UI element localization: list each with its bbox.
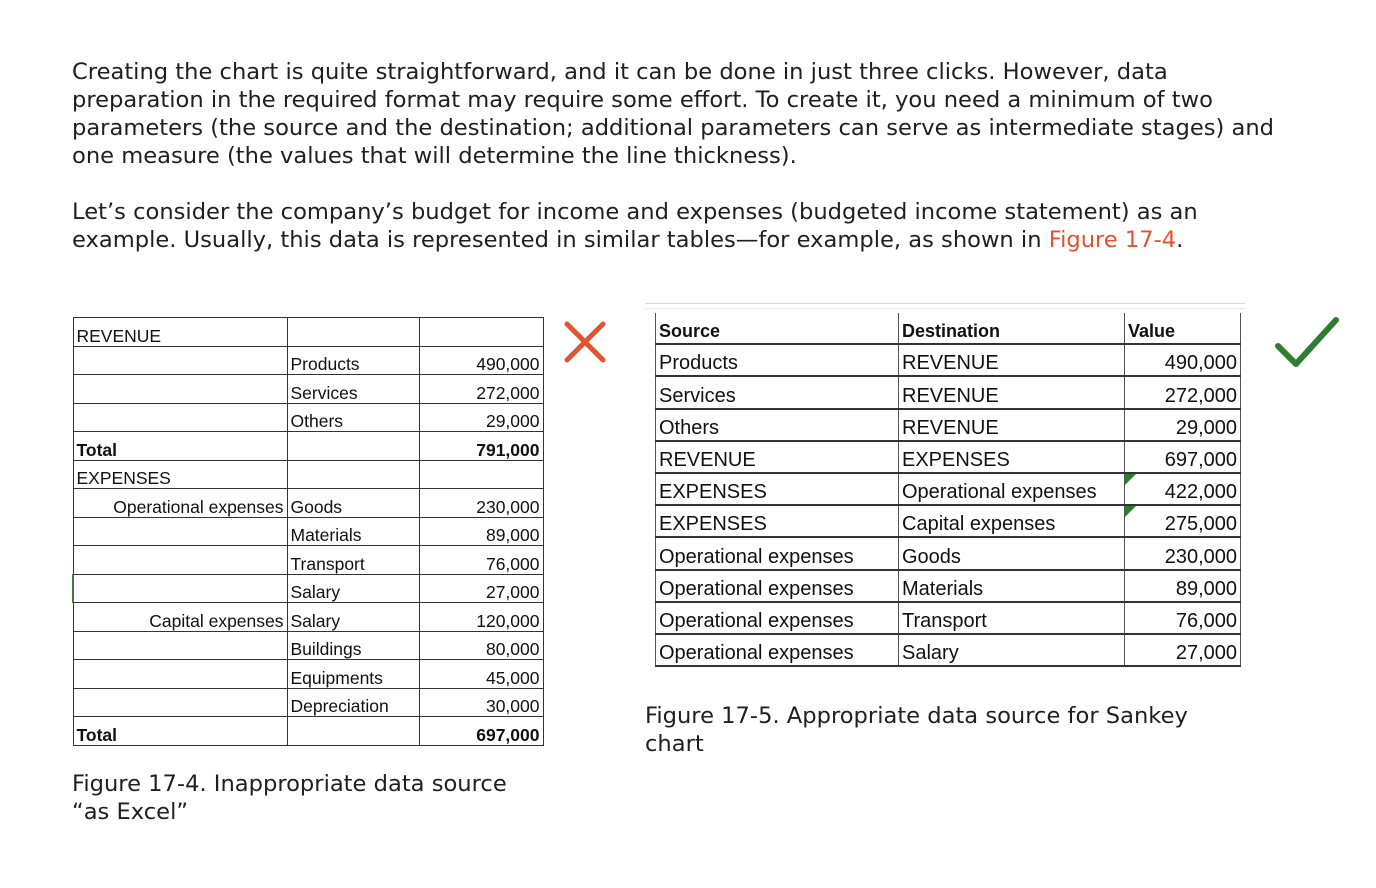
- table-cell: Materials: [899, 570, 1125, 602]
- table-row: [656, 344, 1241, 376]
- table-cell: Others: [656, 409, 899, 441]
- table-cell: 490,000: [419, 346, 543, 375]
- table-cell: 272,000: [419, 375, 543, 404]
- table-cell: 230,000: [1125, 537, 1241, 569]
- column-header: Destination: [899, 313, 1125, 344]
- table-cell: 89,000: [419, 517, 543, 546]
- table-cell: Operational expenses: [656, 634, 899, 666]
- table-cell: Transport: [899, 602, 1125, 634]
- table-cell: Operational expenses: [656, 602, 899, 634]
- table-cell: 791,000: [419, 432, 543, 461]
- table-cell: 45,000: [419, 660, 543, 689]
- table-cell: 89,000: [1125, 570, 1241, 602]
- table-cell: [287, 460, 419, 489]
- table-cell: Products: [287, 346, 419, 375]
- paragraph-example-end: .: [1176, 227, 1184, 253]
- table-cell: Salary: [899, 634, 1125, 666]
- table-cell: Others: [287, 403, 419, 432]
- table-cell: 27,000: [419, 574, 543, 603]
- table-cell: Salary: [287, 574, 419, 603]
- table-row: [656, 505, 1241, 537]
- table-row: [656, 634, 1241, 666]
- table-row: [656, 602, 1241, 634]
- table-cell: Services: [287, 375, 419, 404]
- table-row: [73, 517, 543, 546]
- table-cell: [287, 432, 419, 461]
- table-cell: Operational expenses: [656, 537, 899, 569]
- table-cell: [73, 660, 287, 689]
- table-cell: REVENUE: [899, 376, 1125, 408]
- paragraph-example: [72, 198, 1302, 254]
- table-cell: [73, 631, 287, 660]
- figure-17-5-caption: Figure 17-5. Appropriate data source for Sankey chart: [645, 703, 1188, 757]
- table-row: [656, 570, 1241, 602]
- table-row: [73, 574, 543, 603]
- table-row: [73, 631, 543, 660]
- table-cell: REVENUE: [656, 441, 899, 473]
- table-grid-edge: [645, 303, 1245, 309]
- table-cell: [73, 574, 287, 603]
- table-cell: Total: [73, 432, 287, 461]
- table-row: [73, 318, 543, 347]
- table-cell: EXPENSES: [73, 460, 287, 489]
- table-cell: EXPENSES: [899, 441, 1125, 473]
- table-cell: Equipments: [287, 660, 419, 689]
- table-row: [73, 403, 543, 432]
- cross-icon: [562, 319, 608, 365]
- paragraph-example-text: Let’s consider the company’s budget for income and expenses (budgeted income statement) as an example. Usually, this data is represented in similar tables—for example, as shown in: [72, 199, 1198, 253]
- table-cell: [73, 546, 287, 575]
- table-cell: 29,000: [419, 403, 543, 432]
- table-cell: [73, 403, 287, 432]
- table-cell: [419, 318, 543, 347]
- table-cell: Services: [656, 376, 899, 408]
- table-cell: 422,000: [1125, 473, 1241, 505]
- table-cell: 76,000: [419, 546, 543, 575]
- table-cell: Depreciation: [287, 688, 419, 717]
- table-cell: 275,000: [1125, 505, 1241, 537]
- table-cell: Goods: [287, 489, 419, 518]
- paragraph-intro: Creating the chart is quite straightforward, and it can be done in just three clicks. However, data preparation in the required format may require some effort. To create it, you need a minimum of two parameters (the source and the destination; additional parameters can serve as intermediate stages) and one measure (the values that will determine the line thickness).: [72, 59, 1275, 169]
- table-cell: [73, 688, 287, 717]
- table-cell: 27,000: [1125, 634, 1241, 666]
- table-cell: [73, 375, 287, 404]
- table-cell: Capital expenses: [899, 505, 1125, 537]
- table-cell: Goods: [899, 537, 1125, 569]
- figure-17-4-link[interactable]: Figure 17-4: [1048, 227, 1177, 253]
- table-cell: 697,000: [419, 717, 543, 746]
- sankey-source-table: [655, 313, 1241, 667]
- table-row: [73, 375, 543, 404]
- table-cell: Operational expenses: [73, 489, 287, 518]
- table-cell: Materials: [287, 517, 419, 546]
- table-row: [656, 376, 1241, 408]
- table-cell: 697,000: [1125, 441, 1241, 473]
- table-row: [73, 489, 543, 518]
- table-row: [73, 717, 543, 746]
- table-cell: 76,000: [1125, 602, 1241, 634]
- table-cell: 30,000: [419, 688, 543, 717]
- table-row: [73, 346, 543, 375]
- table-cell: Operational expenses: [899, 473, 1125, 505]
- table-cell: [73, 517, 287, 546]
- table-cell: [73, 346, 287, 375]
- table-row: [73, 546, 543, 575]
- table-cell: Operational expenses: [656, 570, 899, 602]
- table-row: [73, 460, 543, 489]
- excel-style-table: [72, 317, 544, 746]
- table-cell: EXPENSES: [656, 505, 899, 537]
- column-header: Value: [1125, 313, 1241, 344]
- table-cell: 230,000: [419, 489, 543, 518]
- check-icon: [1272, 312, 1342, 370]
- table-cell: Buildings: [287, 631, 419, 660]
- table-cell: 29,000: [1125, 409, 1241, 441]
- table-cell: [287, 717, 419, 746]
- table-cell: Salary: [287, 603, 419, 632]
- table-cell: REVENUE: [899, 409, 1125, 441]
- table-cell: EXPENSES: [656, 473, 899, 505]
- table-cell: [419, 460, 543, 489]
- table-cell: 272,000: [1125, 376, 1241, 408]
- table-cell: Total: [73, 717, 287, 746]
- table-row: [656, 537, 1241, 569]
- table-cell: Capital expenses: [73, 603, 287, 632]
- table-cell: 120,000: [419, 603, 543, 632]
- table-row: [73, 660, 543, 689]
- table-cell: 80,000: [419, 631, 543, 660]
- table-row: [656, 473, 1241, 505]
- table-row: [73, 432, 543, 461]
- table-cell: REVENUE: [73, 318, 287, 347]
- figure-17-4-caption: Figure 17-4. Inappropriate data source “as Excel”: [72, 771, 507, 825]
- table-cell: [287, 318, 419, 347]
- table-cell: REVENUE: [899, 344, 1125, 376]
- table-row: [656, 409, 1241, 441]
- column-header: Source: [656, 313, 899, 344]
- table-header-row: [656, 313, 1241, 344]
- table-row: [73, 688, 543, 717]
- table-cell: Products: [656, 344, 899, 376]
- table-row: [656, 441, 1241, 473]
- table-row: [73, 603, 543, 632]
- table-cell: Transport: [287, 546, 419, 575]
- table-cell: 490,000: [1125, 344, 1241, 376]
